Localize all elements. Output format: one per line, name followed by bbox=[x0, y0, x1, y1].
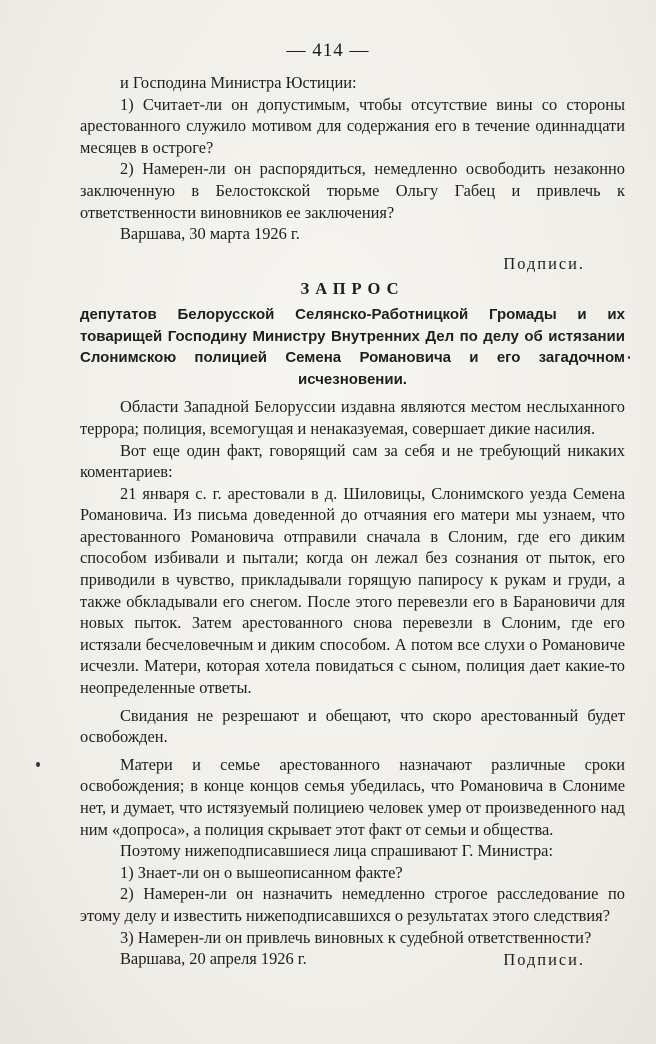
print-speck bbox=[628, 356, 630, 359]
date-line: Варшава, 30 марта 1926 г. bbox=[120, 224, 300, 244]
paragraph: Поэтому нижеподписавшиеся лица спрашивают Г. Министра: bbox=[120, 841, 554, 861]
question-3: 3) Намерен-ли он привлечь виновных к судебной ответственности? bbox=[120, 927, 592, 947]
signature: Подписи. bbox=[503, 253, 585, 273]
page-number: — 414 — bbox=[286, 40, 370, 61]
paragraph: 21 января с. г. арестовали в д. Шиловицы, Слонимского уезда Семена Романовича. Из письма доведенной до отчаяния его матери мы узнаем, что арестованного Романовича отправили сначала в Слоним, где его диким способом избивали и пытали; когда он лежал без сознания от пыток, его приводили в чувство, прикладывали горящую папиросу к рукам и груди, а также обкладывали его снегом. После этого перевезли его в Барановичи для новых пыток. Затем арестованного снова перевезли в Слоним, где его истязали бесчеловечным и диким способом. А потом все слухи о Романовиче исчезли. Матери, которая хотела повидаться с сыном, полиция дает какие-то неопределенные ответы. bbox=[80, 483, 625, 698]
paragraph: Области Западной Белоруссии издавна являются местом неслыханного террора; полиция, всемогущая и ненаказуемая, совершает дикие насилия. bbox=[80, 397, 625, 438]
request-subject: депутатов Белорусской Селянско-Работницкой Громады и их товарищей Господину Министру Внутренних Дел по делу об истязании Слонимскою полицией Семена Романовича и его загадочном исчезновении. bbox=[80, 305, 625, 388]
document-body bbox=[80, 72, 625, 970]
paragraph: Вот еще один факт, говорящий сам за себя и не требующий никаких коментариев: bbox=[80, 440, 625, 482]
question-1: 1) Знает-ли он о вышеописанном факте? bbox=[120, 862, 403, 882]
question-2: 2) Намерен-ли он распорядиться, немедленно освободить незаконно заключенную в Белостокской тюрьме Ольгу Габец и привлечь к ответственности виновников ее заключения? bbox=[80, 159, 625, 222]
paragraph: Свидания не резрешают и обещают, что скоро арестованный будет освобожден. bbox=[80, 705, 625, 747]
section-heading: ЗАПРОС bbox=[300, 279, 405, 299]
paragraph: Матери и семье арестованного назначают различные сроки освобождения; в конце концов семья убедилась, что Романовича в Слониме нет, и думает, что истязуемый полициею человек умер от произведенного над ним «допроса», а полиция скрывает этот факт от семьи и общества. bbox=[80, 754, 625, 839]
addressee-line: и Господина Министра Юстиции: bbox=[120, 73, 357, 92]
closing-date: Варшава, 20 апреля 1926 г. bbox=[120, 949, 307, 969]
question-2: 2) Намерен-ли он назначить немедленно строгое расследование по этому делу и известить нижеподписавшихся о результатах этого следствия? bbox=[80, 884, 625, 925]
question-1: 1) Считает-ли он допустимым, чтобы отсутствие вины со стороны арестованного служило мотивом для содержания его в течение одиннадцати месяцев в остроге? bbox=[80, 94, 625, 157]
closing-signature: Подписи. bbox=[503, 949, 585, 969]
print-speck bbox=[36, 762, 40, 767]
